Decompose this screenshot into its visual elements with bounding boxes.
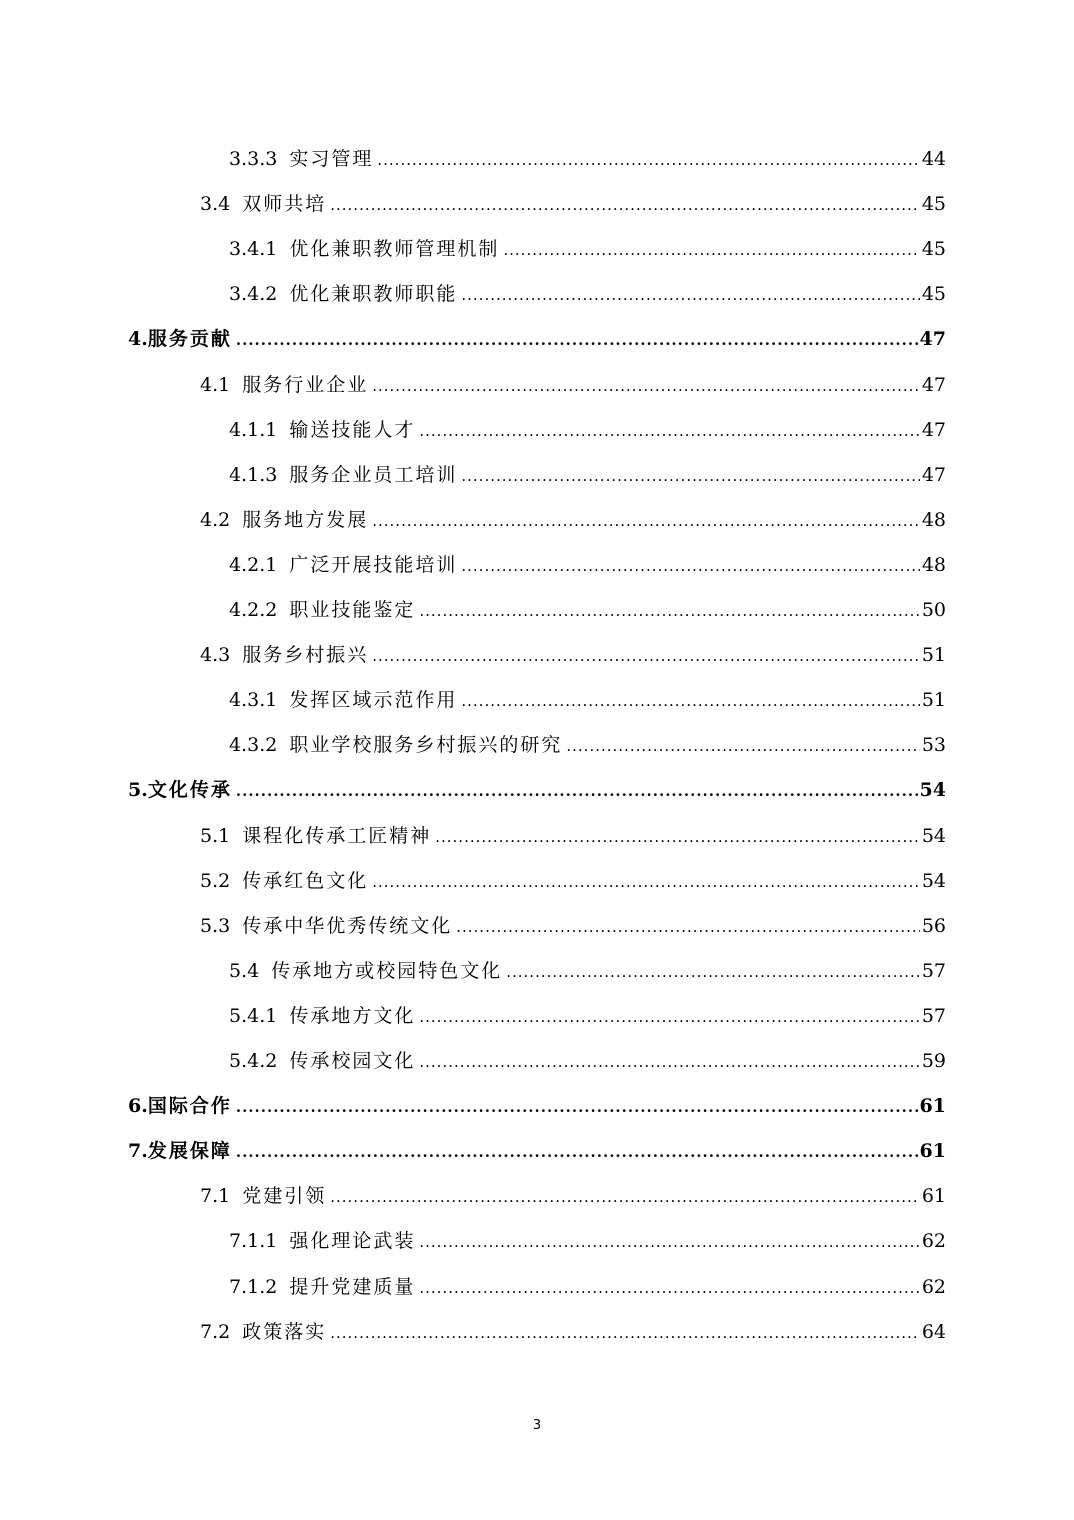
toc-entry-label xyxy=(128,1084,232,1129)
toc-entry-title: 文化传承 xyxy=(147,779,232,802)
toc-entry-label xyxy=(229,543,457,588)
toc-entry-number: 5.4.1 xyxy=(229,1004,278,1027)
toc-entry-page: 47 xyxy=(921,463,946,486)
toc-entry[interactable] xyxy=(229,1265,946,1310)
dot-leader xyxy=(236,1085,918,1130)
toc-entry-label xyxy=(229,272,457,317)
toc-entry-page: 45 xyxy=(921,283,946,306)
toc-entry-number: 4.1.1 xyxy=(229,418,278,441)
toc-entry-page: 64 xyxy=(921,1320,946,1343)
dot-leader xyxy=(330,1311,920,1356)
toc-entry-page: 51 xyxy=(921,644,946,667)
toc-entry-title: 传承地方或校园特色文化 xyxy=(271,959,503,982)
toc-entry[interactable] xyxy=(200,182,946,227)
toc-entry-label xyxy=(200,633,368,678)
toc-entry-label xyxy=(200,859,368,904)
dot-leader xyxy=(419,589,919,634)
toc-entry[interactable] xyxy=(229,453,946,498)
dot-leader xyxy=(330,1175,920,1220)
toc-entry-number: 3.3.3 xyxy=(229,148,278,170)
dot-leader xyxy=(506,950,920,995)
toc-entry[interactable] xyxy=(229,1039,946,1084)
dot-leader xyxy=(236,318,918,363)
toc-entry-number: 7.1.2 xyxy=(229,1275,278,1298)
toc-entry-title: 广泛开展技能培训 xyxy=(289,553,458,576)
toc-entry-label xyxy=(229,949,502,994)
toc-entry-label xyxy=(229,1039,415,1084)
toc-entry-page: 54 xyxy=(921,824,946,847)
toc-entry-title: 服务贡献 xyxy=(147,328,232,351)
toc-entry-title: 政策落实 xyxy=(242,1320,327,1343)
dot-leader xyxy=(435,815,920,860)
toc-entry-page: 62 xyxy=(921,1275,946,1298)
toc-entry-title: 发展保障 xyxy=(147,1140,232,1163)
toc-entry-title: 双师共培 xyxy=(242,193,327,216)
toc-entry[interactable] xyxy=(229,408,946,453)
dot-leader xyxy=(236,1130,918,1175)
toc-entry-title: 传承红色文化 xyxy=(242,869,369,892)
toc-entry-number: 4.3.2 xyxy=(229,734,278,757)
toc-entry-number: 4.3 xyxy=(200,644,231,667)
toc-entry[interactable] xyxy=(200,904,946,949)
toc-entry[interactable] xyxy=(229,949,946,994)
toc-entry[interactable] xyxy=(200,814,946,859)
toc-entry-title: 服务企业员工培训 xyxy=(289,463,458,486)
toc-entry-page: 57 xyxy=(921,959,946,982)
toc-entry[interactable] xyxy=(229,272,946,317)
dot-leader xyxy=(566,724,919,769)
toc-entry[interactable] xyxy=(229,994,946,1039)
toc-entry-page: 45 xyxy=(921,193,946,216)
dot-leader xyxy=(461,454,919,499)
toc-entry-number: 4.1.3 xyxy=(229,463,278,486)
toc-entry[interactable] xyxy=(200,1310,946,1355)
dot-leader xyxy=(419,409,919,454)
toc-entry-number: 3.4.1 xyxy=(229,238,278,261)
dot-leader xyxy=(461,544,919,589)
toc-entry-page: 61 xyxy=(921,1185,946,1208)
toc-entry-label xyxy=(229,1265,415,1310)
toc-entry-number: 5. xyxy=(128,779,148,802)
toc-entry-label xyxy=(128,1129,232,1174)
toc-entry-label xyxy=(200,182,326,227)
toc-entry-title: 提升党建质量 xyxy=(289,1275,416,1298)
dot-leader xyxy=(419,995,919,1040)
toc-entry-title: 服务地方发展 xyxy=(242,508,369,531)
toc-entry[interactable] xyxy=(200,498,946,543)
toc-entry-number: 4.2 xyxy=(200,508,231,531)
toc-entry-label xyxy=(229,678,457,723)
toc-entry-page: 61 xyxy=(919,1140,946,1163)
dot-leader xyxy=(461,273,919,318)
toc-entry-title: 国际合作 xyxy=(147,1095,232,1118)
toc-entry-title: 传承地方文化 xyxy=(289,1004,416,1027)
dot-leader xyxy=(372,364,920,409)
toc-entry-page: 59 xyxy=(921,1050,946,1072)
toc-entry-number: 6. xyxy=(128,1095,148,1118)
toc-entry-number: 4.2.1 xyxy=(229,553,278,576)
toc-entry-label xyxy=(229,137,373,182)
toc-entry-title: 服务乡村振兴 xyxy=(242,644,369,667)
toc-entry-page: 54 xyxy=(921,869,946,892)
toc-entry-title: 发挥区域示范作用 xyxy=(289,689,458,712)
toc-entry-title: 党建引领 xyxy=(242,1185,327,1208)
toc-entry-page: 48 xyxy=(921,508,946,531)
dot-leader xyxy=(372,499,920,544)
toc-entry-label xyxy=(229,588,415,633)
toc-entry-number: 5.4 xyxy=(229,959,260,982)
toc-entry-title: 输送技能人才 xyxy=(289,418,416,441)
toc-entry-page: 44 xyxy=(921,148,946,170)
toc-entry-title: 服务行业企业 xyxy=(242,373,369,396)
page-number: 3 xyxy=(532,1418,542,1433)
toc-entry-page: 61 xyxy=(919,1095,946,1118)
toc-entry-label xyxy=(229,227,499,272)
toc-entry-page: 57 xyxy=(921,1004,946,1027)
toc-entry-page: 47 xyxy=(919,328,946,351)
dot-leader xyxy=(372,860,920,905)
toc-entry-label xyxy=(128,317,232,362)
toc-entry-label xyxy=(200,498,368,543)
dot-leader xyxy=(419,1220,919,1265)
toc-entry-number: 7.1.1 xyxy=(229,1230,278,1253)
toc-entry-page: 51 xyxy=(921,689,946,712)
toc-entry[interactable] xyxy=(229,543,946,588)
toc-entry-label xyxy=(229,453,457,498)
toc-entry-label xyxy=(200,1310,326,1355)
toc-entry-label xyxy=(229,994,415,1039)
dot-leader xyxy=(503,228,919,273)
toc-entry-page: 53 xyxy=(921,734,946,757)
toc-entry[interactable] xyxy=(229,137,946,182)
toc-entry-title: 职业技能鉴定 xyxy=(289,599,416,621)
toc-entry-title: 传承中华优秀传统文化 xyxy=(242,914,453,937)
toc-entry-title: 课程化传承工匠精神 xyxy=(242,824,432,847)
toc-entry-page: 62 xyxy=(921,1230,946,1253)
toc-entry-number: 5.3 xyxy=(200,914,231,937)
toc-entry-title: 强化理论武装 xyxy=(289,1230,416,1253)
toc-entry-number: 3.4 xyxy=(200,193,231,216)
toc-entry-number: 7.1 xyxy=(200,1185,231,1208)
dot-leader xyxy=(419,1266,919,1311)
toc-entry-label xyxy=(229,408,415,453)
toc-entry-number: 7.2 xyxy=(200,1320,231,1343)
toc-entry-page: 48 xyxy=(921,553,946,576)
toc-entry[interactable] xyxy=(200,363,946,408)
dot-leader xyxy=(236,769,918,814)
dot-leader xyxy=(461,679,919,724)
toc-entry[interactable] xyxy=(229,227,946,272)
toc-entry-title: 传承校园文化 xyxy=(289,1050,416,1072)
toc-entry[interactable] xyxy=(128,1129,946,1174)
toc-entry-page: 54 xyxy=(919,779,946,802)
toc-entry-page: 45 xyxy=(921,238,946,261)
toc-entry-number: 7. xyxy=(128,1140,148,1163)
dot-leader xyxy=(419,1040,919,1085)
dot-leader xyxy=(456,905,920,950)
toc-entry[interactable] xyxy=(200,859,946,904)
toc-entry-number: 4.1 xyxy=(200,373,231,396)
toc-entry-label xyxy=(200,814,431,859)
toc-entry[interactable] xyxy=(229,678,946,723)
toc-entry[interactable] xyxy=(128,1084,946,1129)
toc-entry[interactable] xyxy=(229,1219,946,1264)
dot-leader xyxy=(372,634,920,679)
toc-entry-label xyxy=(229,723,562,768)
toc-entry[interactable] xyxy=(229,723,946,768)
toc-entry-title: 优化兼职教师职能 xyxy=(289,283,458,306)
toc-entry-page: 56 xyxy=(921,914,946,937)
toc-entry-title: 实习管理 xyxy=(289,148,374,170)
toc-entry-label xyxy=(200,1174,326,1219)
toc-entry-number: 5.1 xyxy=(200,824,231,847)
toc-entry-number: 5.4.2 xyxy=(229,1050,278,1072)
toc-entry[interactable] xyxy=(200,1174,946,1219)
dot-leader xyxy=(377,138,919,183)
toc-entry-number: 4.3.1 xyxy=(229,689,278,712)
toc-entry-page: 47 xyxy=(921,418,946,441)
toc-entry-title: 优化兼职教师管理机制 xyxy=(289,238,500,261)
toc-entry[interactable] xyxy=(128,768,946,813)
toc-entry-page: 47 xyxy=(921,373,946,396)
toc-entry-number: 5.2 xyxy=(200,869,231,892)
toc-entry-number: 3.4.2 xyxy=(229,283,278,306)
toc-entry-page: 50 xyxy=(921,599,946,621)
dot-leader xyxy=(330,183,920,228)
toc-entry-number: 4.2.2 xyxy=(229,599,278,621)
toc-entry-number: 4. xyxy=(128,328,148,351)
toc-entry[interactable] xyxy=(200,633,946,678)
toc-entry[interactable] xyxy=(229,588,946,633)
toc-entry-title: 职业学校服务乡村振兴的研究 xyxy=(289,734,563,757)
toc-entry[interactable] xyxy=(128,317,946,362)
toc-entry-label xyxy=(200,904,452,949)
toc-entry-label xyxy=(200,363,368,408)
toc-entry-label xyxy=(229,1219,415,1264)
toc-entry-label xyxy=(128,768,232,813)
